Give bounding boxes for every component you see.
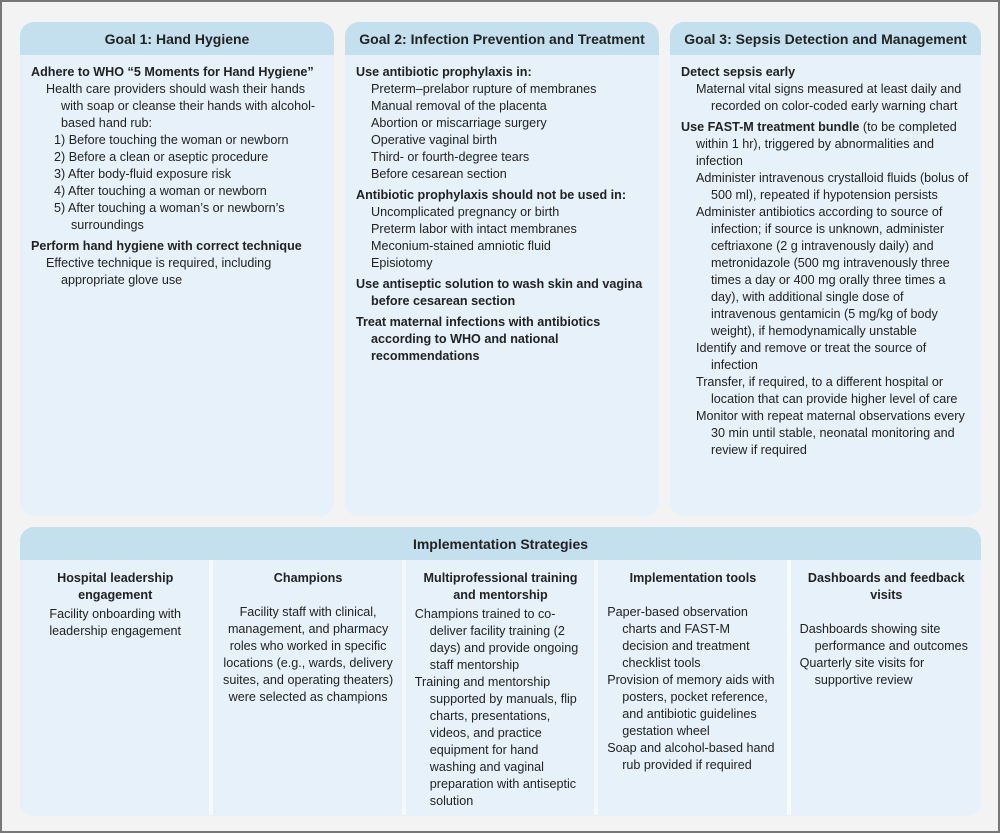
list-item: Meconium-stained amniotic fluid (371, 239, 551, 253)
strategy-item: Paper-based observation charts and FAST-M decision and treatment checklist tools (607, 605, 750, 670)
strategy-title: Implementation tools (629, 571, 757, 585)
list-item: 1) Before touching the woman or newborn (54, 133, 289, 147)
strategy-title: Hospital leadership engagement (57, 571, 174, 602)
section-heading-with-note (681, 119, 971, 170)
implementation-title: Implementation Strategies (20, 527, 981, 560)
list-item: Health care providers should wash their hands with soap or cleanse their hands with alcohol-based hand rub: (46, 82, 316, 130)
implementation-panel (20, 527, 981, 816)
list-item: Monitor with repeat maternal observations every 30 min until stable, neonatal monitoring and review if required (696, 409, 965, 457)
strategy-column (209, 560, 401, 815)
list-item: Administer antibiotics according to source of infection; if source is unknown, administer ceftriaxone (2 g intravenously daily) and metronidazole (500 mg intravenously three times a day or 400 mg orally three times a day), with additional single dose of intravenous gentamicin (5 mg/kg of body weight), if hemodynamically unstable (696, 205, 950, 338)
list-item: Operative vaginal birth (371, 133, 498, 147)
strategy-item: Champions trained to co-deliver facility training (2 days) and provide ongoing staff mentorship (414, 607, 579, 672)
list-item: Abortion or miscarriage surgery (371, 116, 547, 130)
goal-panel-1 (20, 22, 334, 516)
section-note: (to be completed within 1 hr), triggered by abnormalities and infection (696, 120, 957, 168)
section-heading: Antibiotic prophylaxis should not be used in: (356, 188, 627, 202)
section-heading: Use antibiotic prophylaxis in: (356, 65, 532, 79)
strategy-item: Facility onboarding with leadership engagement (49, 607, 182, 638)
strategy-item: Soap and alcohol-based hand rub provided if required (607, 741, 775, 772)
section-heading: Detect sepsis early (681, 65, 796, 79)
list-item: Uncomplicated pregnancy or birth (371, 205, 560, 219)
section-heading: Use FAST-M treatment bundle (681, 120, 860, 134)
list-item: 2) Before a clean or aseptic procedure (54, 150, 269, 164)
strategy-title: Multiprofessional training and mentorship (423, 571, 578, 602)
goal-title: Goal 3: Sepsis Detection and Management (670, 22, 981, 55)
list-item: Third- or fourth-degree tears (371, 150, 530, 164)
list-item: Manual removal of the placenta (371, 99, 547, 113)
section-heading: Perform hand hygiene with correct technique (31, 239, 302, 253)
strategy-column (20, 560, 209, 815)
list-item: 3) After body-fluid exposure risk (54, 167, 232, 181)
strategy-item: Dashboards showing site performance and outcomes (799, 622, 968, 653)
strategy-item: Quarterly site visits for supportive review (799, 656, 925, 687)
goal-title: Goal 1: Hand Hygiene (20, 22, 334, 55)
section-heading: Adhere to WHO “5 Moments for Hand Hygiene” (31, 65, 314, 79)
list-item: Preterm–prelabor rupture of membranes (371, 82, 597, 96)
strategy-title: Dashboards and feedback visits (807, 571, 965, 602)
list-item: 4) After touching a woman or newborn (54, 184, 267, 198)
strategy-columns (20, 560, 981, 815)
strategy-item: Provision of memory aids with posters, pocket reference, and antibiotic guidelines gestation wheel (607, 673, 775, 738)
list-item: 5) After touching a woman’s or newborn’s surroundings (54, 201, 285, 232)
strategy-column (594, 560, 786, 815)
list-item: Preterm labor with intact membranes (371, 222, 577, 236)
strategy-item: Training and mentorship supported by manuals, flip charts, presentations, videos, and practice equipment for hand washing and vaginal preparation with antiseptic solution (414, 675, 577, 808)
strategy-item: Facility staff with clinical, management, and pharmacy roles who worked in specific locations (e.g., wards, delivery suites, and operating theaters) were selected as champions (223, 605, 394, 704)
goal-panel-3 (670, 22, 981, 516)
section-heading: Use antiseptic solution to wash skin and vagina before cesarean section (356, 277, 643, 308)
list-item: Episiotomy (371, 256, 433, 270)
strategy-column (402, 560, 594, 815)
list-item: Maternal vital signs measured at least daily and recorded on color-coded early warning chart (696, 82, 962, 113)
list-item: Identify and remove or treat the source of infection (696, 341, 927, 372)
goal-panel-2 (345, 22, 659, 516)
list-item: Administer intravenous crystalloid fluids (bolus of 500 ml), repeated if hypotension persists (696, 171, 969, 202)
goal-title: Goal 2: Infection Prevention and Treatment (345, 22, 659, 55)
list-item: Effective technique is required, including appropriate glove use (46, 256, 272, 287)
strategy-title: Champions (273, 571, 343, 585)
strategy-column (787, 560, 981, 815)
section-heading: Treat maternal infections with antibiotics according to WHO and national recommendations (356, 315, 601, 363)
list-item: Transfer, if required, to a different hospital or location that can provide higher level of care (696, 375, 958, 406)
list-item: Before cesarean section (371, 167, 507, 181)
